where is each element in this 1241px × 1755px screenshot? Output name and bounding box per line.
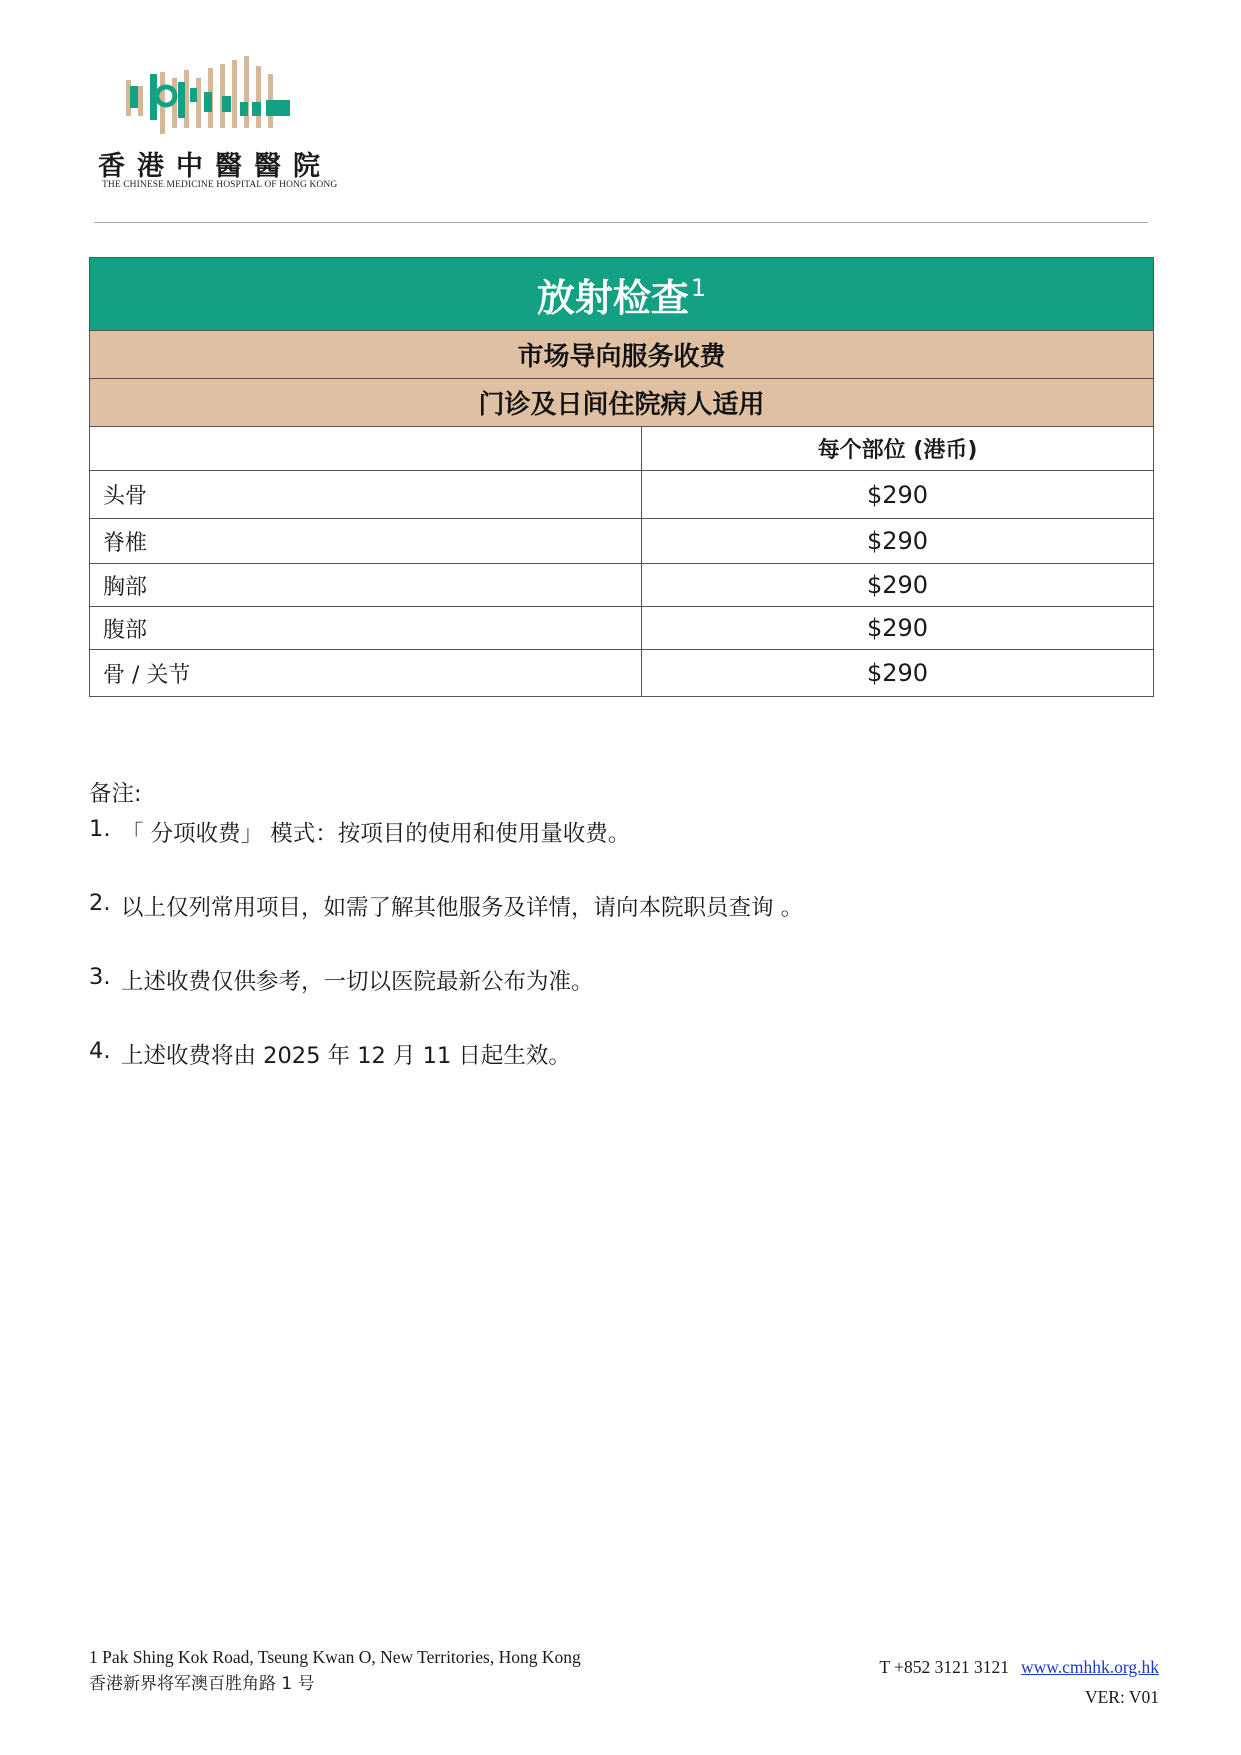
- note-text: 上述收费仅供参考，一切以医院最新公布为准。: [121, 969, 594, 995]
- row-item-price: $290: [866, 527, 929, 555]
- note-text: 以上仅列常用项目，如需了解其他服务及详情，请向本院职员查询 。: [121, 895, 804, 921]
- note-number: 3.: [89, 964, 111, 990]
- note-text: 上述收费将由 2025 年 12 月 11 日起生效。: [121, 1043, 571, 1069]
- row-item-name: 腹部: [90, 607, 642, 649]
- header-cell-item: [90, 427, 642, 470]
- row-item-price: $290: [866, 614, 929, 642]
- footer-contact: [879, 1652, 1159, 1712]
- table-row: [90, 519, 1153, 564]
- row-item-price: $290: [866, 480, 929, 509]
- footer-address-zh: 香港新界将军澳百胜角路 1 号: [89, 1674, 315, 1694]
- hospital-logo: [98, 56, 348, 196]
- table-subtitle-applicability: 门诊及日间住院病人适用: [90, 379, 1153, 427]
- row-item-price: $290: [866, 571, 929, 599]
- hospital-logo-bars-icon: [126, 56, 326, 144]
- note-item: [89, 964, 1149, 996]
- row-item-name: 头骨: [90, 471, 642, 518]
- table-title-text: 放射检查: [536, 275, 689, 320]
- note-item: [89, 1038, 1149, 1070]
- table-row: [90, 471, 1153, 519]
- table-title: [90, 258, 1153, 331]
- fee-table: [89, 257, 1154, 697]
- footer-version: VER: V01: [1084, 1687, 1159, 1707]
- note-item: [89, 816, 1149, 848]
- notes-section: [89, 776, 1149, 1112]
- org-name-en: THE CHINESE MEDICINE HOSPITAL OF HONG KONG: [102, 180, 338, 190]
- table-header-row: [90, 427, 1153, 471]
- row-item-name: 脊椎: [90, 519, 642, 563]
- note-item: [89, 890, 1149, 922]
- row-item-name: 骨 / 关节: [90, 650, 642, 696]
- footer-phone: T +852 3121 3121: [879, 1657, 1009, 1677]
- note-number: 1.: [89, 816, 111, 842]
- footer-address: [89, 1644, 581, 1698]
- note-number: 4.: [89, 1038, 111, 1064]
- header-divider: [94, 222, 1148, 223]
- org-name-zh: 香港中醫醫院: [98, 151, 332, 182]
- table-subtitle-pricing: 市场导向服务收费: [90, 331, 1153, 379]
- table-row: [90, 564, 1153, 607]
- table-row: [90, 650, 1153, 696]
- footer-website-link[interactable]: www.cmhhk.org.hk: [1020, 1657, 1159, 1677]
- note-number: 2.: [89, 890, 111, 916]
- header-cell-price: 每个部位 (港币): [817, 438, 978, 463]
- table-title-note-ref: 1: [690, 274, 707, 302]
- note-text: 「 分项收费」 模式：按项目的使用和使用量收费。: [121, 821, 631, 847]
- row-item-price: $290: [866, 659, 929, 687]
- row-item-name: 胸部: [90, 564, 642, 606]
- table-row: [90, 607, 1153, 650]
- notes-label: 备注:: [89, 781, 142, 807]
- footer-address-en: 1 Pak Shing Kok Road, Tseung Kwan O, New Territories, Hong Kong: [89, 1647, 581, 1667]
